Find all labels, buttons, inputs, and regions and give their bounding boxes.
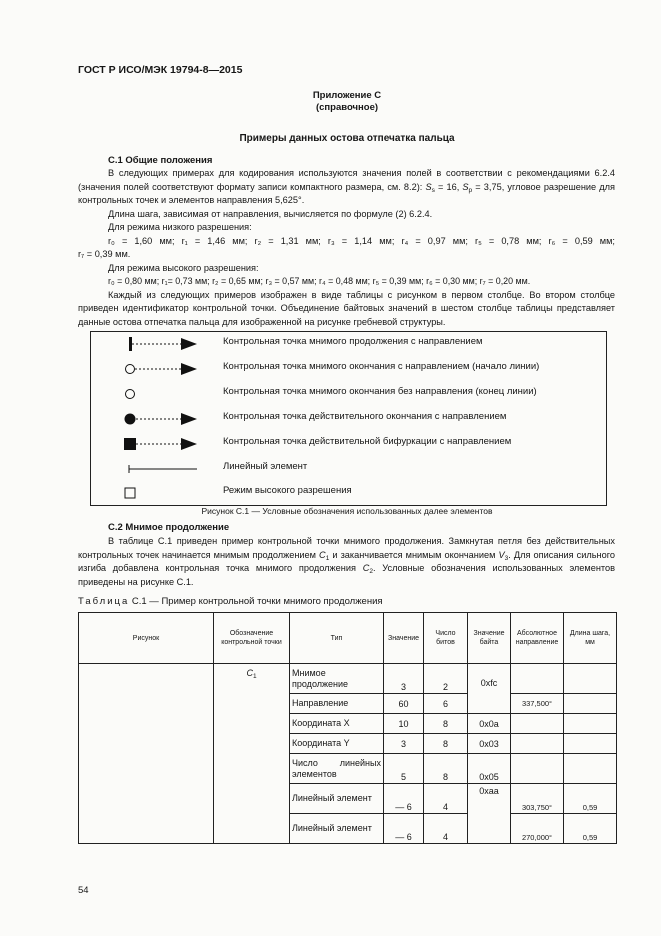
value-cell: 5	[384, 754, 424, 784]
section-1-body	[78, 167, 615, 329]
text: . Условные обозначения использованных элементов приведены на рисунке С.1.	[78, 563, 615, 587]
direction-cell	[511, 664, 564, 694]
legend-row	[91, 407, 606, 431]
symbol: C	[362, 563, 370, 573]
value-cell: 3	[384, 734, 424, 754]
type-cell: Направление	[290, 694, 384, 714]
column-header: Обозначение контрольной точки	[214, 613, 290, 664]
text: = 3,75, угловое разрешение для контрольных точек и элементов направления 5,625°.	[78, 181, 616, 205]
value-cell: 3	[384, 664, 424, 694]
byte-cell: 0x03	[468, 734, 511, 754]
legend-text: Контрольная точка мнимого окончания без направления (конец линии)	[223, 386, 537, 397]
table-caption	[78, 596, 383, 607]
bits-cell: 2	[424, 664, 468, 694]
figure-cell	[79, 664, 214, 844]
bits-cell: 4	[424, 784, 468, 814]
symbol: V	[498, 549, 505, 560]
legend-figure	[90, 331, 607, 506]
legend-text: Режим высокого разрешения	[223, 485, 352, 496]
type-cell: Линейный элемент	[290, 784, 384, 814]
subscript: 2	[369, 568, 373, 575]
subscript: s	[431, 186, 435, 194]
appendix-heading: Примеры данных остова отпечатка пальца	[239, 133, 455, 144]
legend-text: Контрольная точка мнимого продолжения с направлением	[223, 336, 483, 347]
symbol: C	[319, 549, 326, 560]
direction-cell	[511, 754, 564, 784]
step-cell: 0,59	[564, 784, 617, 814]
step-cell: 0,59	[564, 814, 617, 844]
symbol: S	[425, 181, 432, 192]
value-cell: — 6	[384, 814, 424, 844]
column-header: Значение	[384, 613, 424, 664]
value-cell: 60	[384, 694, 424, 714]
direction-cell: 270,000°	[511, 814, 564, 844]
text: = 16,	[434, 181, 463, 192]
paragraph: r₇ = 0,39 мм.	[78, 249, 131, 259]
bits-cell: 8	[424, 754, 468, 784]
byte-cell: 0xaa	[468, 784, 511, 844]
subscript: 3	[504, 554, 509, 562]
value-cell: 10	[384, 714, 424, 734]
column-header: Абсолютное направление	[511, 613, 564, 664]
type-cell: Линейный элемент	[290, 814, 384, 844]
subscript: p	[468, 186, 473, 194]
point-id-cell	[214, 664, 290, 844]
text: В следующих примерах для кодирования используются значения полей в соответствии с рекомендациями 6.2.4 (значения полей соответствуют формату записи компактного размера, см. 8.2):	[78, 168, 615, 192]
section-1-title: С.1 Общие положения	[108, 155, 213, 166]
direction-cell: 337,500°	[511, 694, 564, 714]
legend-text: Контрольная точка мнимого окончания с направлением (начало линии)	[223, 361, 540, 372]
symbol: S	[462, 181, 469, 192]
virtual-continuation-icon	[115, 332, 215, 356]
paragraph: Длина шага, зависимая от направления, вычисляется по формуле (2) 6.2.4.	[108, 208, 433, 219]
step-cell	[564, 714, 617, 734]
legend-row	[91, 481, 606, 505]
column-header: Длина шага, мм	[564, 613, 617, 664]
legend-row	[91, 332, 606, 356]
type-cell: Координата X	[290, 714, 384, 734]
appendix-note: (справочное)	[315, 102, 379, 113]
section-2-title: С.2 Мнимое продолжение	[108, 522, 230, 533]
page-number: 54	[78, 885, 89, 896]
value-cell: — 6	[384, 784, 424, 814]
bits-cell: 4	[424, 814, 468, 844]
byte-cell: 0x05	[468, 754, 511, 784]
type-cell: Координата Y	[290, 734, 384, 754]
section-2-body	[78, 535, 615, 589]
byte-cell: 0xfc	[468, 664, 511, 714]
direction-cell: 303,750°	[511, 784, 564, 814]
real-ending-icon	[115, 407, 215, 431]
document-header: ГОСТ Р ИСО/МЭК 19794-8—2015	[78, 64, 243, 76]
column-header: Значение байта	[468, 613, 511, 664]
column-header: Число битов	[424, 613, 468, 664]
virtual-ending-direction-icon	[115, 357, 215, 381]
legend-row	[91, 432, 606, 456]
direction-cell	[511, 734, 564, 754]
step-cell	[564, 734, 617, 754]
text: и заканчивается мнимым окончанием	[329, 549, 499, 560]
virtual-ending-icon	[115, 382, 215, 406]
bits-cell: 8	[424, 714, 468, 734]
paragraph	[78, 167, 615, 208]
step-cell	[564, 754, 617, 784]
column-header: Тип	[290, 613, 384, 664]
paragraph: Для режима низкого разрешения:	[108, 222, 252, 232]
type-cell: Число линейных элементов	[290, 754, 384, 784]
figure-caption: Рисунок С.1 — Условные обозначения использованных далее элементов	[201, 506, 493, 516]
paragraph: Для режима высокого разрешения:	[108, 262, 259, 273]
high-resolution-icon	[115, 481, 215, 505]
type-cell: Мнимое продолжение	[290, 664, 384, 694]
subscript: 1	[325, 554, 330, 562]
step-cell	[564, 664, 617, 694]
caption-rest: С.1 — Пример контрольной точки мнимого продолжения	[129, 596, 383, 607]
text: В таблице С.1 приведен пример контрольной точки мнимого продолжения. Замкнутая петля без действительных контрольных точек начинается мнимым продолжением	[78, 536, 615, 560]
legend-row	[91, 357, 606, 381]
symbol: C	[246, 668, 253, 678]
legend-row	[91, 382, 606, 406]
real-bifurcation-icon	[115, 432, 215, 456]
byte-cell: 0x0a	[468, 714, 511, 734]
paragraph	[78, 535, 615, 589]
paragraph: Каждый из следующих примеров изображен в виде таблицы с рисунком в первом столбце. Во втором столбце приведен идентификатор контрольной точки. Объединение байтовых значений в шестом столбце таблицы представляет данные остова отпечатка пальца для изображенной на рисунке гребневой структуры.	[78, 289, 615, 327]
step-cell	[564, 694, 617, 714]
bits-cell: 6	[424, 694, 468, 714]
legend-text: Контрольная точка действительной бифуркации с направлением	[223, 436, 512, 447]
direction-cell	[511, 714, 564, 734]
legend-row	[91, 457, 606, 481]
line-element-icon	[115, 457, 215, 481]
caption-word: Таблица	[78, 596, 130, 607]
table-row	[79, 664, 617, 694]
appendix-title: Приложение С	[312, 90, 382, 101]
table-header-row	[79, 613, 617, 664]
text: . Для описания сильного изгиба добавлена контрольная точка мнимого продолжения	[78, 549, 615, 573]
data-table	[78, 612, 617, 844]
column-header: Рисунок	[79, 613, 214, 664]
paragraph: r₀ = 1,60 мм; r₁ = 1,46 мм; r₂ = 1,31 мм; r₃ = 1,14 мм; r₄ = 0,97 мм; r₅ = 0,78 мм; r₆ = 0,59 мм;	[108, 235, 615, 246]
subscript: 1	[252, 673, 257, 680]
legend-text: Контрольная точка действительного окончания с направлением	[223, 411, 507, 422]
legend-text: Линейный элемент	[223, 461, 308, 472]
bits-cell: 8	[424, 734, 468, 754]
paragraph: r₀ = 0,80 мм; r₁= 0,73 мм; r₂ = 0,65 мм; r₃ = 0,57 мм; r₄ = 0,48 мм; r₅ = 0,39 мм; r₆ = 0,30 мм; r₇ = 0,20 мм.	[108, 276, 531, 286]
